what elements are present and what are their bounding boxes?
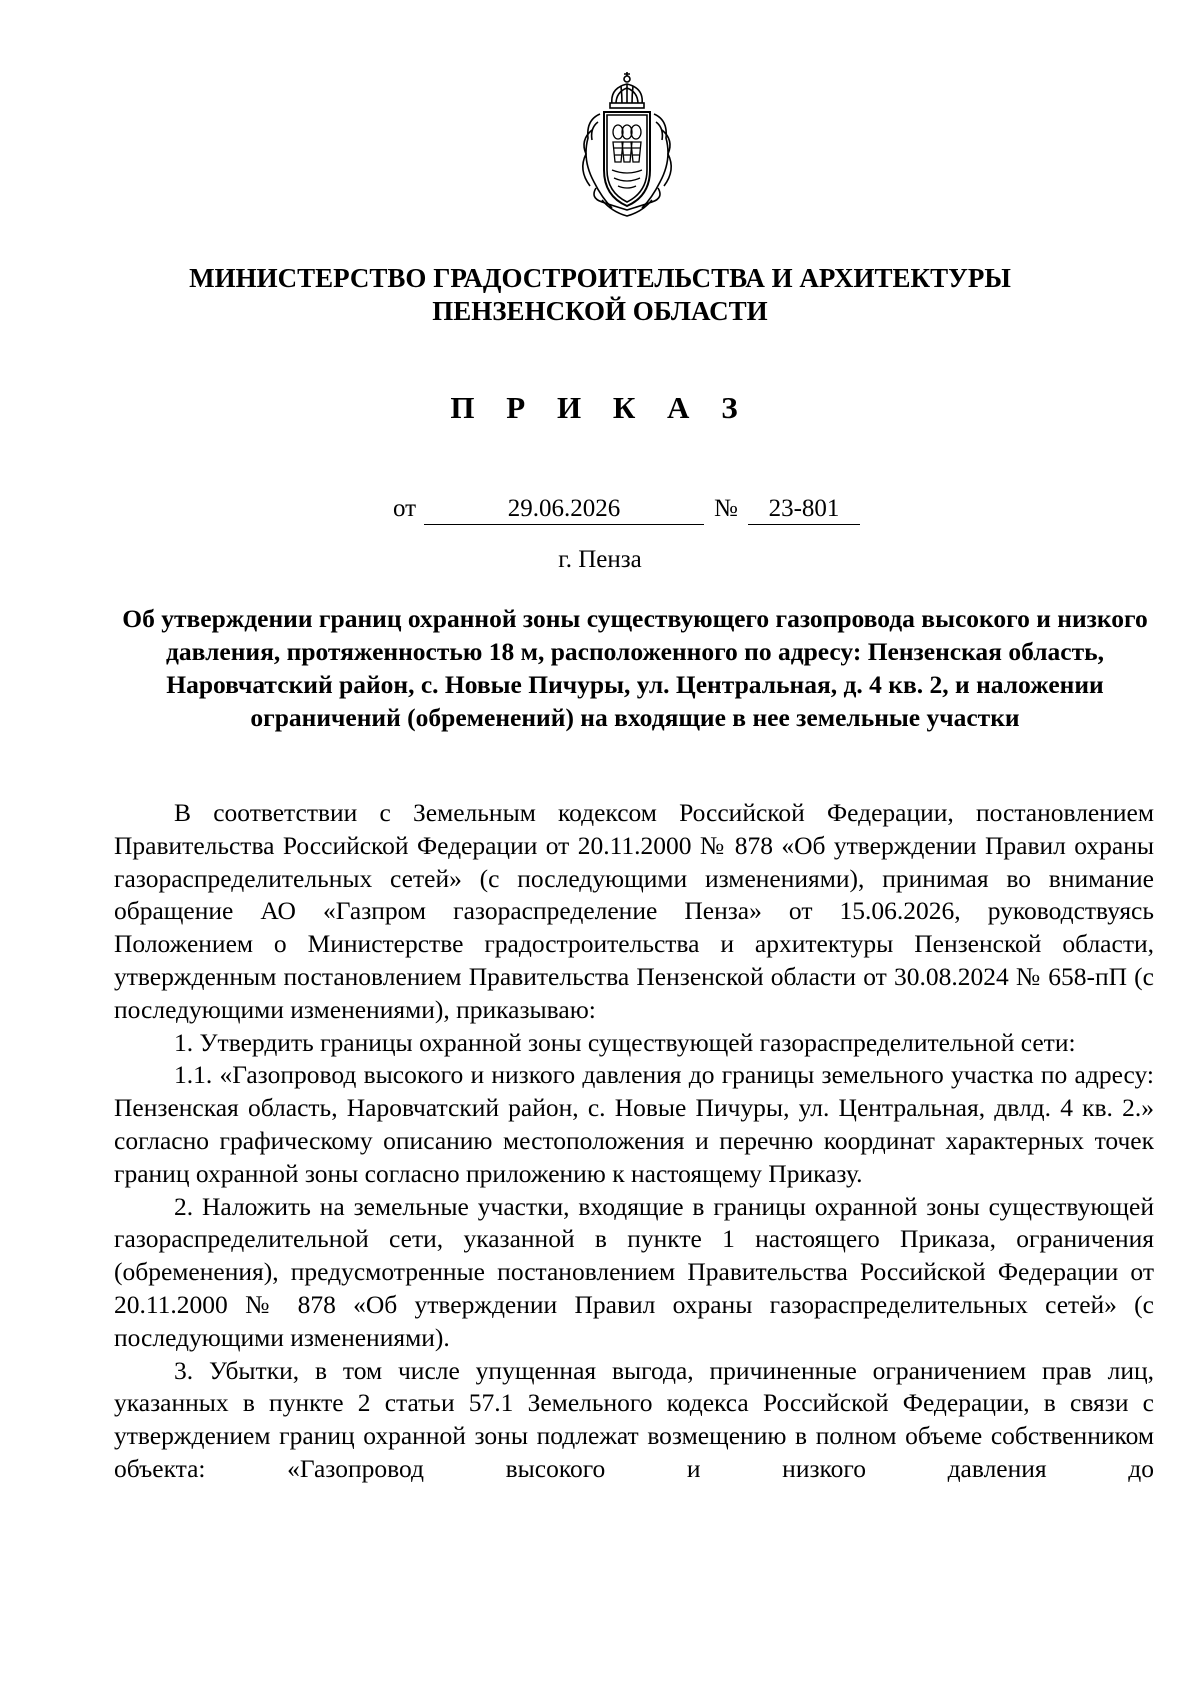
order-title: Об утверждении границ охранной зоны существующего газопровода высокого и низкого давления, протяженностью 18 м, расположенного по адресу: Пензенская область, Наровчатский район, с. Новые Пичуры, ул. Центральная, д. 4 кв. 2, и наложении ограничений (обременений) на входящие в нее земельные участки	[122, 604, 1148, 732]
city-name: г. Пенза	[558, 546, 642, 573]
ministry-name-line-1: МИНИСТЕРСТВО ГРАДОСТРОИТЕЛЬСТВА И АРХИТЕКТУРЫ	[189, 263, 1011, 293]
paragraph-item-1: 1. Утвердить границы охранной зоны существующей газораспределительной сети:	[174, 1027, 1076, 1057]
paragraph-item-3: 3. Убытки, в том числе упущенная выгода, причиненные ограничением прав лиц, указанных в пункте 2 статьи 57.1 Земельного кодекса Российской Федерации, в связи с утверждением границ охранной зоны подлежат возмещению в полном объеме собственником объекта: «Газопровод высокого и низкого давления до	[114, 1355, 1154, 1483]
ministry-name-line-2: ПЕНЗЕНСКОЙ ОБЛАСТИ	[432, 296, 768, 326]
paragraph-item-1-1: 1.1. «Газопровод высокого и низкого давления до границы земельного участка по адресу: Пензенская область, Наровчатский район, с. Новые Пичуры, ул. Центральная, двлд. 4 кв. 2.» согласно графическому описанию местоположения и перечню координат характерных точек границ охранной зоны согласно приложению к настоящему Приказу.	[114, 1060, 1154, 1188]
document-type-heading: П Р И К А З	[450, 390, 750, 425]
order-number: 23-801	[748, 493, 860, 525]
order-body	[114, 797, 1154, 1486]
date-number-line	[0, 493, 1200, 533]
coat-of-arms-emblem	[572, 70, 682, 220]
paragraph-item-2: 2. Наложить на земельные участки, входящие в границы охранной зоны существующей газораспределительной сети, указанной в пункте 1 настоящего Приказа, ограничения (обременения), предусмотренные постановлением Правительства Российской Федерации от 20.11.2000 № 878 «Об утверждении Правил охраны газораспределительных сетей» (с последующими изменениями).	[114, 1191, 1154, 1352]
paragraph-preamble: В соответствии с Земельным кодексом Российской Федерации, постановлением Правительства Российской Федерации от 20.11.2000 № 878 «Об утверждении Правил охраны газораспределительных сетей» (с последующими изменениями), принимая во внимание обращение АО «Газпром газораспределение Пенза» от 15.06.2026, руководствуясь Положением о Министерстве градостроительства и архитектуры Пензенской области, утвержденным постановлением Правительства Пензенской области от 30.08.2024 № 658-пП (с последующими изменениями), приказываю:	[114, 798, 1154, 1024]
order-date: 29.06.2026	[424, 493, 704, 525]
number-label: №	[714, 495, 738, 522]
date-label: от	[393, 495, 417, 522]
